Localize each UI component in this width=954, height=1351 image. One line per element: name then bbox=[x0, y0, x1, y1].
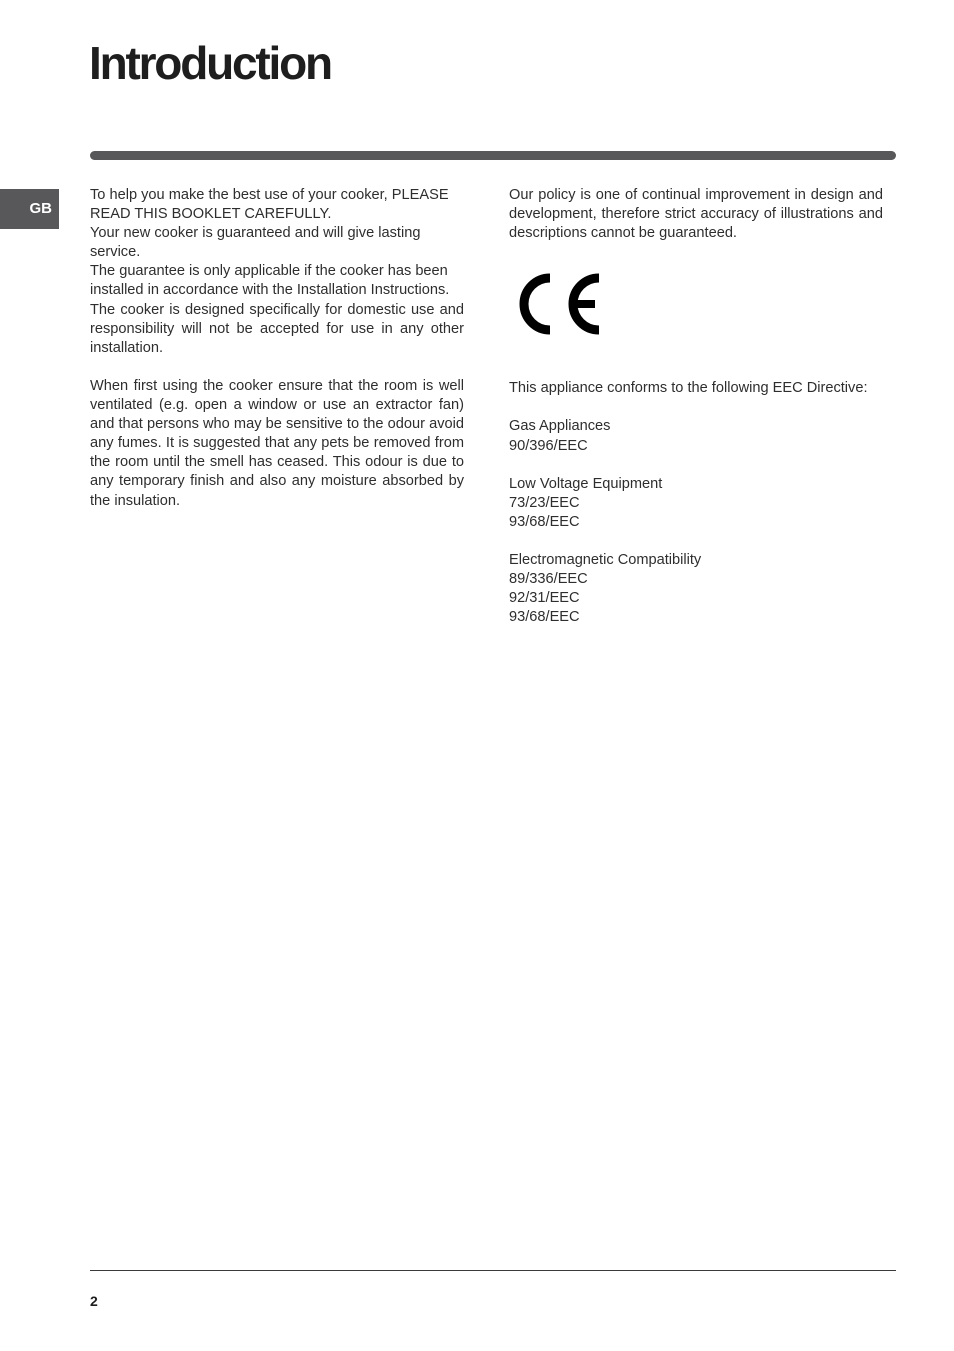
directive-name: Low Voltage Equipment bbox=[509, 475, 663, 492]
policy-paragraph: Our policy is one of continual improvement in design and development, therefore strict accuracy of illustrations and descriptions cannot be guaranteed. bbox=[509, 187, 883, 242]
installation-paragraph: The guarantee is only applicable if the cooker has been installed in accordance with the Installation Instructions. bbox=[90, 263, 450, 299]
directive-name: Gas Appliances bbox=[509, 418, 611, 435]
directive-name: Electromagnetic Compatibility bbox=[509, 552, 702, 569]
guarantee-paragraph: Your new cooker is guaranteed and will give lasting service. bbox=[90, 225, 421, 261]
page-title: Introduction bbox=[89, 37, 331, 89]
language-tab: GB bbox=[0, 189, 59, 229]
directive-code: 90/396/EEC bbox=[509, 437, 588, 454]
right-column bbox=[509, 186, 883, 628]
directive-code: 93/68/EEC bbox=[509, 609, 580, 626]
first-use-paragraph: When first using the cooker ensure that the room is well ventilated (e.g. open a window or use an extractor fan) and that persons who may be sensitive to the odour avoid any fumes. It is suggested that any pets be removed from the room until the smell has ceased. This odour is due to any temporary finish and also any moisture absorbed by the insulation. bbox=[90, 377, 464, 509]
footer-rule bbox=[90, 1270, 896, 1271]
directive-code: 92/31/EEC bbox=[509, 590, 580, 607]
title-rule bbox=[90, 151, 896, 160]
domestic-use-paragraph: The cooker is designed specifically for domestic use and responsibility will not be accepted for use in any other installation. bbox=[90, 301, 464, 356]
left-column bbox=[90, 186, 464, 511]
intro-paragraph: To help you make the best use of your cooker, PLEASE READ THIS BOOKLET CAREFULLY. bbox=[90, 187, 449, 223]
directive-code: 89/336/EEC bbox=[509, 571, 588, 588]
ce-mark-icon bbox=[510, 269, 604, 339]
directive-code: 93/68/EEC bbox=[509, 513, 580, 530]
page-number: 2 bbox=[90, 1293, 98, 1309]
conformity-statement: This appliance conforms to the following EEC Directive: bbox=[509, 380, 868, 397]
directive-code: 73/23/EEC bbox=[509, 494, 580, 511]
